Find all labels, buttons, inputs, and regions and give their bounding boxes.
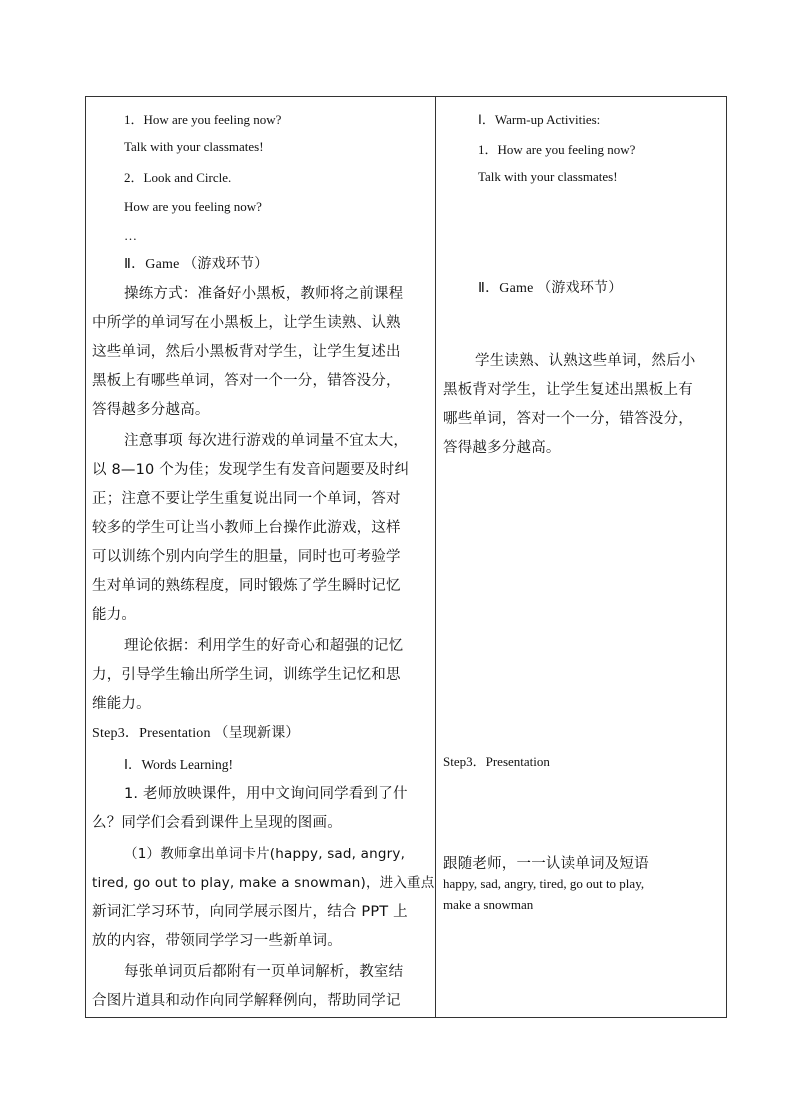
left-p2-line: 注意事项 每次进行游戏的单词量不宜太大， [124,433,409,449]
left-line-3: 2．Look and Circle. [124,170,232,185]
left-p2-line: 正；注意不要让学生重复说出同一个单词，答对 [92,491,401,507]
left-line-1: 1．How are you feeling now? [124,112,282,127]
left-p2-line: 可以训练个别内向学生的胆量，同时也可考验学 [92,549,401,565]
left-p1-line: 这些单词，然后小黑板背对学生，让学生复述出 [92,344,401,360]
right-step3-heading: Step3．Presentation [443,754,550,769]
left-p1-line: 答得越多分越高。 [92,402,210,418]
left-p1-line: 中所学的单词写在小黑板上，让学生读熟、认熟 [92,315,401,331]
left-line-5: … [124,228,137,243]
left-p4-line: 么？同学们会看到课件上呈现的图画。 [92,815,342,831]
left-p1-line: 黑板上有哪些单词，答对一个一分，错答没分， [92,373,401,389]
left-p2-line: 能力。 [92,607,137,623]
right-warmup-heading: Ⅰ．Warm-up Activities: [478,112,601,127]
left-p1-line: 操练方式：准备好小黑板，教师将之前课程 [124,286,404,302]
left-step3-heading: Step3．Presentation （呈现新课） [92,726,300,741]
left-p5-line: 新词汇学习环节，向同学展示图片，结合 PPT 上 [92,904,408,920]
left-game-heading: Ⅱ．Game （游戏环节） [124,257,269,272]
right-game-para-line: 哪些单词，答对一个一分，错答没分， [443,411,693,427]
right-word-list-1: happy, sad, angry, tired, go out to play, [443,876,645,891]
column-divider [435,96,436,1018]
left-line-2: Talk with your classmates! [124,139,264,154]
right-game-para-line: 学生读熟、认熟这些单词，然后小 [475,353,696,369]
left-p2-line: 较多的学生可让当小教师上台操作此游戏，这样 [92,520,401,536]
left-p6-line: 合图片道具和动作向同学解释例向，帮助同学记 [92,993,401,1009]
right-follow-teacher: 跟随老师，一一认读单词及短语 [443,856,649,872]
left-p2-line: 以 8—10 个为佳；发现学生有发音问题要及时纠 [92,462,410,478]
right-line-3: Talk with your classmates! [478,169,618,184]
right-word-list-2: make a snowman [443,897,534,912]
left-p5-line: tired, go out to play, make a snowman)，进入重点 [92,875,435,891]
right-game-para-line: 黑板背对学生，让学生复述出黑板上有 [443,382,693,398]
left-p2-line: 生对单词的熟练程度，同时锻炼了学生瞬时记忆 [92,578,401,594]
right-line-2: 1．How are you feeling now? [478,142,636,157]
right-game-para-line: 答得越多分越高。 [443,440,561,456]
left-words-learning: Ⅰ．Words Learning! [124,757,233,772]
left-p4-line: 1. 老师放映课件，用中文询问同学看到了什 [124,786,408,802]
left-p3-line: 维能力。 [92,696,151,712]
left-p6-line: 每张单词页后都附有一页单词解析，教室结 [124,964,404,980]
left-p3-line: 力，引导学生输出所学生词，训练学生记忆和思 [92,667,401,683]
left-p3-line: 理论依据：利用学生的好奇心和超强的记忆 [124,638,404,654]
left-p5-line: 放的内容，带领同学学习一些新单词。 [92,933,342,949]
right-game-heading: Ⅱ．Game （游戏环节） [478,281,623,296]
left-p5-line: （1）教师拿出单词卡片(happy, sad, angry, [124,846,406,862]
left-line-4: How are you feeling now? [124,199,262,214]
